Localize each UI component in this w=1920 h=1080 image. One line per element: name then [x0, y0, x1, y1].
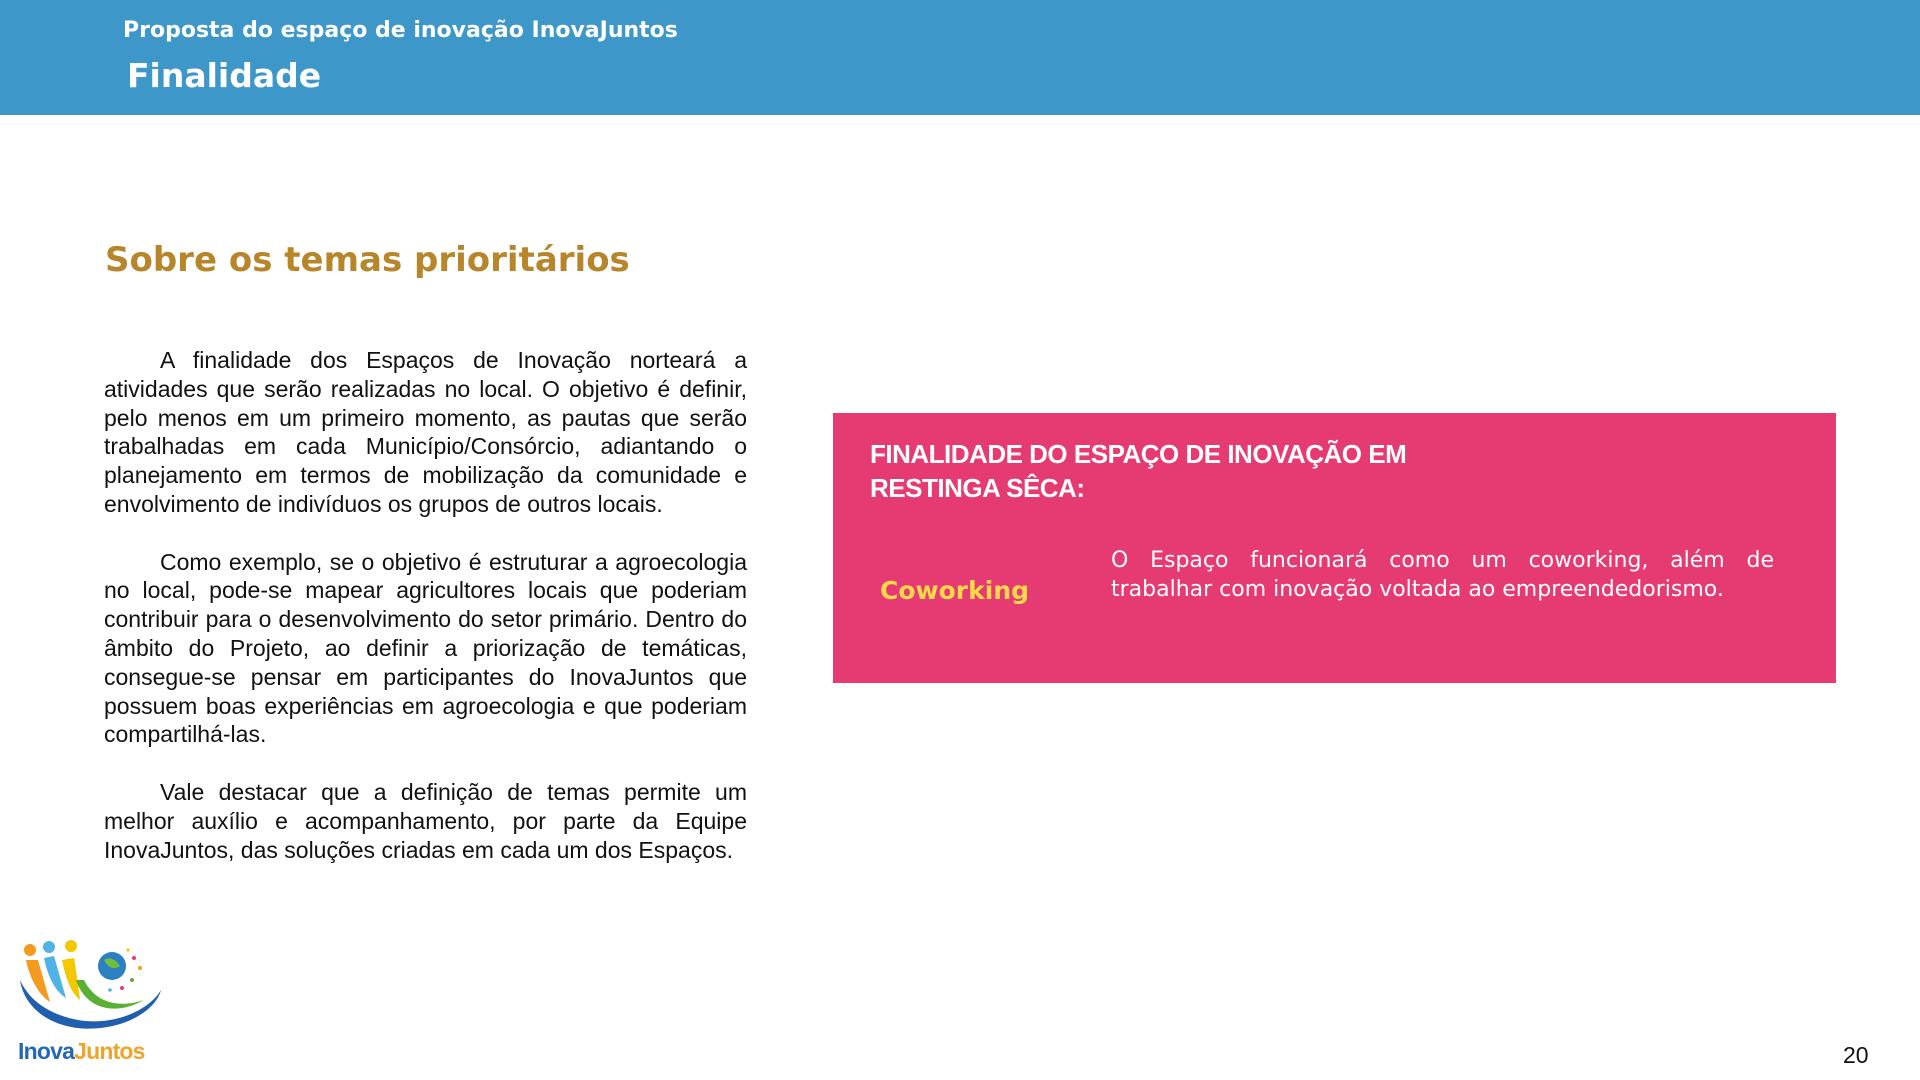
highlight-box	[833, 413, 1836, 683]
paragraph: A finalidade dos Espaços de Inovação norteará a atividades que serão realizadas no local. O objetivo é definir, pelo menos em um primeiro momento, as pautas que serão trabalhadas em cada Município/Consórcio, adiantando o planejamento em termos de mobilização da comunidade e envolvimento de indivíduos os grupos de outros locais.	[104, 347, 747, 517]
page-title: Finalidade	[127, 56, 322, 95]
header-bar	[0, 0, 1920, 115]
section-title: Sobre os temas prioritários	[105, 240, 630, 280]
body-text	[104, 346, 747, 864]
logo-text-part1: Inova	[18, 1038, 75, 1064]
paragraph: Vale destacar que a definição de temas permite um melhor auxílio e acompanhamento, por parte da Equipe InovaJuntos, das soluções criadas em cada um dos Espaços.	[104, 778, 747, 863]
header-subtitle: Proposta do espaço de inovação InovaJuntos	[123, 18, 678, 43]
logo-text	[18, 1038, 145, 1065]
highlight-label: Coworking	[880, 576, 1030, 605]
logo-graphic-icon	[16, 940, 166, 1040]
paragraph: Como exemplo, se o objetivo é estruturar a agroecologia no local, pode-se mapear agricultores locais que poderiam contribuir para o desenvolvimento do setor primário. Dentro do âmbito do Projeto, ao definir a priorização de temáticas, consegue-se pensar em participantes do InovaJuntos que possuem boas experiências em agroecologia e que poderiam compartilhá-las.	[104, 548, 747, 748]
highlight-description: O Espaço funcionará como um coworking, além de trabalhar com inovação voltada ao empreendedorismo.	[1111, 548, 1774, 602]
inovajuntos-logo	[16, 940, 166, 1070]
highlight-heading: FINALIDADE DO ESPAÇO DE INOVAÇÃO EM RESTINGA SÊCA:	[870, 439, 1407, 503]
page-number: 20	[1843, 1042, 1869, 1068]
logo-text-part2: Juntos	[74, 1038, 145, 1064]
